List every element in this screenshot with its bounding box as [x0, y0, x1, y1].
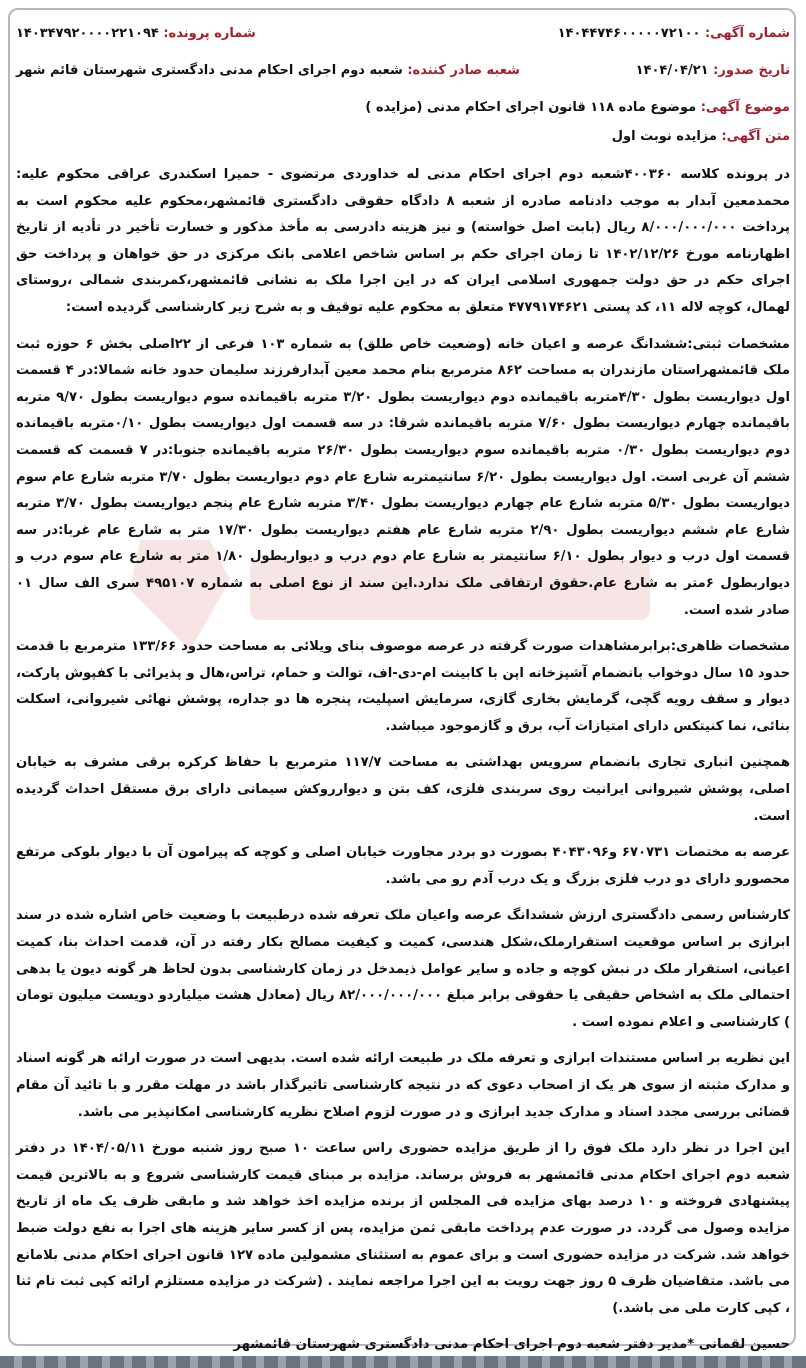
paragraph-registry: مشخصات ثبتی:ششدانگ عرصه و اعیان خانه (وضعیت خاص طلق) به شماره ۱۰۳ فرعی از ۲۲اصلی بخش ۶ حوزه ثبت ملک قائمشهراستان مازندران به مساحت ۸۶۲ مترمربع بنام محمد معین آبدارفرزند سلیمان حدود خانه شمالا:در ۴ قسمت اول دیواریست بطول ۴/۳۰متربه باقیمانده دوم دیواریست بطول ۳/۲۰ متربه باقیمانده سوم دیواریست بطول ۹/۷۰ متربه باقیمانده چهارم دیواریست بطول ۷/۶۰ متربه باقیمانده شرقا: در سه قسمت اول دیواریست بطول ۰/۱۰متربه باقیمانده دوم دیواریست بطول ۰/۳۰ متربه باقیمانده سوم دیواریست بطول ۲۶/۳۰ متربه باقیمانده جنوبا:در ۷ قسمت که قسمت ششم آن غربی است. اول دیواریست بطول ۶/۲۰ سانتیمتربه شارع عام دوم دیواریست بطول ۳/۷۰ متربه شارع عام سوم دیواریست بطول ۵/۳۰ متربه شارع عام چهارم دیواریست بطول ۳/۴۰ متربه شارع عام پنجم دیواریست بطول ۳/۷۰ متربه شارع عام ششم دیواریست بطول ۲/۹۰ متربه شارع عام هفتم دیواریست بطول ۱۷/۳۰ متر به شارع عام غربا:در سه قسمت اول درب و دیوار بطول ۶/۱۰ سانتیمتر به شارع عام دوم درب و دیواربطول ۱/۸۰ متر به شارع عام سوم درب و دیواربطول ۶متر به شارع عام.حقوق ارتفاقی ملک ندارد.این سند از نوع اصلی به شماره ۴۹۵۱۰۷ سری الف سال ۰۱ صادر شده است. — [16, 336, 791, 618]
subject-line: موضوع آگهی: موضوع ماده ۱۱۸ قانون اجرای احکام مدنی (مزایده ) — [365, 100, 790, 115]
case-number-value: ۱۴۰۳۴۷۹۲۰۰۰۰۲۲۱۰۹۴ — [16, 26, 159, 41]
case-number: شماره پرونده: ۱۴۰۳۴۷۹۲۰۰۰۰۲۲۱۰۹۴ — [16, 26, 256, 41]
paragraph-case: در پرونده کلاسه ۴۰۰۳۶۰شعبه دوم اجرای احکام مدنی له خداوردی مرتضوی - حمیرا اسکندری عراقی محکوم علیه: محمدمعین آبدار به موجب دادنامه صادره از شعبه ۸ دادگاه حقوقی دادگستری قائمشهر،محکوم علیه محکوم است به پرداخت ۸/۰۰۰/۰۰۰/۰۰۰ ریال (بابت اصل خواسته) و نیز هزینه دادرسی به مأخذ مذکور و خسارت تأخیر در تأدیه از تاریخ اظهارنامه مورخ ۱۴۰۲/۱۲/۲۶ تا زمان اجرای حکم بر اساس شاخص اعلامی بانک مرکزی در حق خواهان و پرداخت حق اجرای حکم در حق دولت جمهوری اسلامی ایران که در این اجرا ملک به نشانی قائمشهر،کمربندی شمالی ،روستای لهمال، کوچه لاله ۱۱، کد پستی ۴۷۷۹۱۷۴۶۲۱ متعلق به محکوم علیه توقیف و به شرح زیر کارشناسی گردیده است: — [16, 167, 791, 315]
paragraph-appearance: مشخصات ظاهری:برابرمشاهدات صورت گرفته در عرصه موصوف بنای ویلائی به مساحت حدود ۱۳۳/۶۶ مترمربع با قدمت حدود ۱۵ سال دوخواب بانضمام آشپزخانه اپن با کابینت ام-دی-اف، توالت و حمام، تراس،هال و پذیرائی با کفپوش پارکت، دیوار و سقف رویه گچی، گرمایش بخاری گازی، سرمایش اسپلیت، پنجره ها دو جداره، پوشش نهائی شیروانی، اسکلت بنائی، نما کنیتکس دارای امتیازات آب، برق و گازموجود میباشد. — [16, 639, 791, 734]
paragraph-coordinates: عرصه به مختصات ۶۷۰۷۳۱ و۴۰۴۳۰۹۶ بصورت دو بردر مجاورت خیابان اصلی و کوچه که پیرامون آن با دیوار بلوکی مرتفع محصورو دارای دو درب فلزی بزرگ و یک درب آدم رو می باشد. — [16, 845, 790, 887]
paragraph-valuation: کارشناس رسمی دادگستری ارزش ششدانگ عرصه واعیان ملک تعرفه شده درطبیعت با وضعیت خاص اشاره شده در سند ابرازی بر اساس موقعیت استقرارملک،شکل هندسی، کمیت و کیفیت مصالح بکار رفته در آن، قدمت احداث بنا، کمیت اعیانی، استقرار ملک در نبش کوچه و جاده و سایر عوامل ذیمدخل در زمان کارشناسی بدون لحاظ هر گونه دیون یا بدهی احتمالی ملک به اشخاص حقیقی یا حقوقی برابر مبلغ ۸۲/۰۰۰/۰۰۰/۰۰۰ ریال (معادل هشت میلیاردو دویست میلیون تومان ) کارشناسی و اعلام نموده است . — [16, 908, 790, 1030]
header-row-1 — [16, 26, 790, 41]
paragraph-warehouse: همچنین انباری تجاری بانضمام سرویس بهداشتی به مساحت ۱۱۷/۷ مترمربع با حفاظ کرکره برقی مشرف به خیابان اصلی، پوشش شیروانی ایرانیت روی سربندی فلزی، کف بتن و دیوارروکش سیمانی دارای برق مستقل احداث گردیده است. — [16, 755, 790, 824]
issuer: شعبه صادر کننده: شعبه دوم اجرای احکام مدنی دادگستری شهرستان قائم شهر — [16, 63, 520, 78]
ad-number-value: ۱۴۰۴۴۷۴۶۰۰۰۰۰۷۲۱۰۰ — [557, 26, 701, 41]
ad-number: شماره آگهی: ۱۴۰۴۴۷۴۶۰۰۰۰۰۷۲۱۰۰ — [557, 26, 790, 41]
issue-date: تاریخ صدور: ۱۴۰۴/۰۴/۲۱ — [635, 63, 790, 78]
issue-date-value: ۱۴۰۴/۰۴/۲۱ — [635, 63, 709, 78]
notice-content — [16, 26, 790, 1359]
issuer-value: شعبه دوم اجرای احکام مدنی دادگستری شهرستان قائم شهر — [16, 63, 403, 78]
paragraph-auction: این اجرا در نظر دارد ملک فوق را از طریق مزایده حضوری راس ساعت ۱۰ صبح روز شنبه مورخ ۱۴۰۴/۰۵/۱۱ در دفتر شعبه دوم اجرای احکام مدنی قائمشهر به فروش برساند. مزایده بر مبنای قیمت کارشناسی شروع و به بالاترین قیمت پیشنهادی فروخته و ۱۰ درصد بهای مزایده فی المجلس از برنده مزایده اخذ خواهد شد و مابقی ظرف یک ماه از تاریخ مزایده وصول می گردد. در صورت عدم پرداخت مابقی ثمن مزایده، پس از کسر سایر هزینه های اجرا به نفع دولت ضبط خواهد شد. شرکت در مزایده حضوری است و برای عموم به استثنای مشمولین ماده ۱۲۷ قانون اجرای احکام مدنی بلامانع می باشد. متقاضیان ظرف ۵ روز جهت رویت به این اجرا مراجعه نمایند . (شرکت در مزایده مستلزم ارائه کپی ثبت نام ثنا ، کپی کارت ملی می باشد.) — [16, 1141, 791, 1316]
notice-title-line: متن آگهی: مزایده نوبت اول — [611, 129, 790, 144]
paragraph-objection: این نظریه بر اساس مستندات ابرازی و تعرفه ملک در طبیعت ارائه شده است. بدیهی است در صورت ارائه هر گونه اسناد و مدارک مثبته از سوی هر یک از اصحاب دعوی که در نتیجه کارشناسی تاثیرگذار باشد در مهلت مقرر و با تائید آن مقام قضائی بررسی مجدد اسناد و مدارک جدید ابرازی و در صورت لزوم اصلاح نظریه کارشناسی امکانپذیر می باشد. — [16, 1051, 790, 1120]
bottom-strip — [0, 1356, 806, 1368]
signature: حسین لقمانی *مدیر دفتر شعبه دوم اجرای احکام مدنی دادگستری شهرستان قائمشهر — [233, 1337, 790, 1353]
header-row-2 — [16, 63, 790, 78]
